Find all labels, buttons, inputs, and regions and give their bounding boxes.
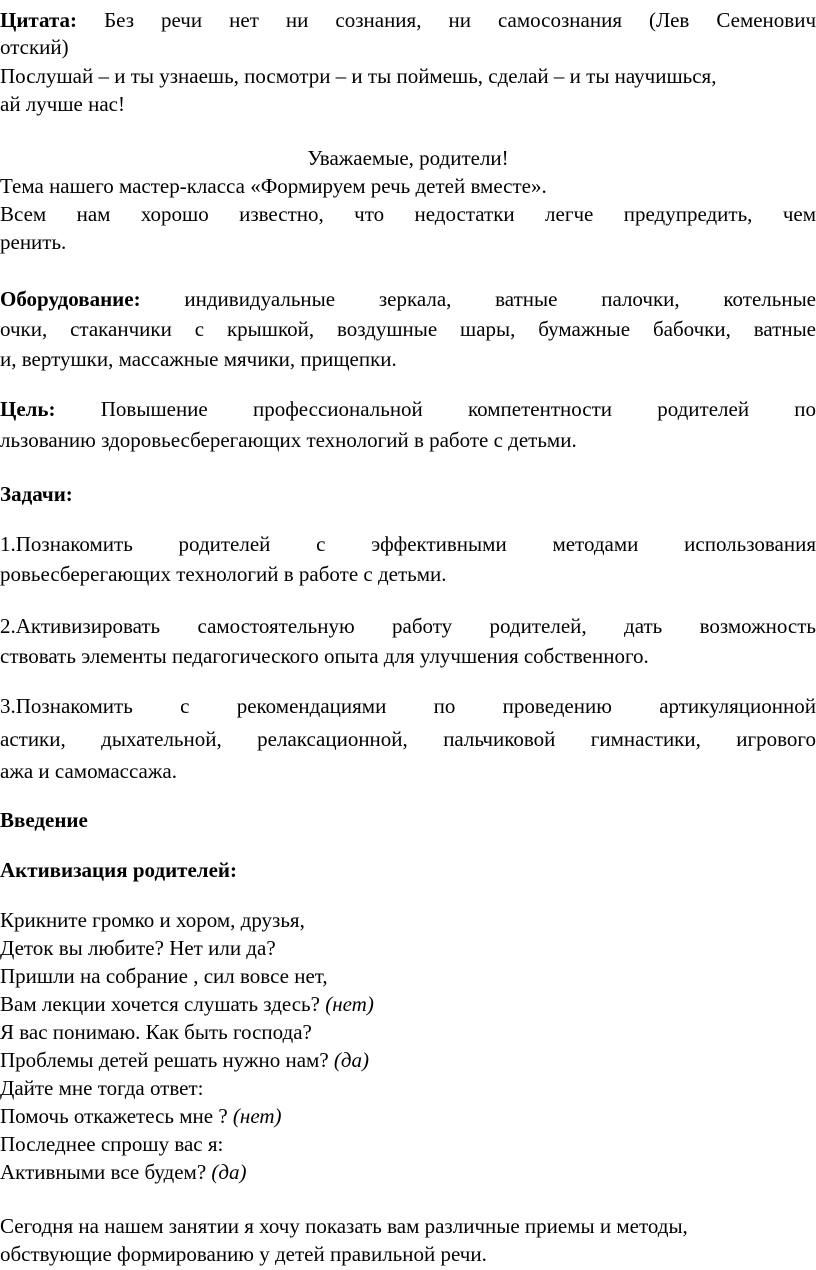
goal-text: Повышение профессиональной компетентности родителей по	[100, 397, 816, 421]
activation-heading: Активизация родителей:	[0, 858, 237, 882]
topic: Тема нашего мастер-класса «Формируем речь детей вместе».	[0, 174, 547, 198]
poem-answer: (да)	[333, 1048, 370, 1072]
poem-line: Пришли на собрание , сил вовсе нет,	[0, 964, 328, 988]
saying-line-1: Послушай – и ты узнаешь, посмотри – и ты поймешь, сделай – и ты научишься,	[0, 64, 717, 88]
intro-line-2: ренить.	[0, 230, 67, 254]
goal-label: Цель:	[0, 397, 56, 421]
greeting: Уважаемые, родители!	[307, 146, 509, 170]
equipment-line-3: и, вертушки, массажные мячики, прищепки.	[0, 347, 397, 371]
poem-line: Вам лекции хочется слушать здесь? (нет)	[0, 992, 374, 1016]
task-1-line-2: ровьесберегающих технологий в работе с детьми.	[0, 562, 447, 586]
task-1-line-1: 1.Познакомить родителей с эффективными методами использования	[0, 532, 816, 556]
introduction-heading: Введение	[0, 808, 88, 832]
quote-text: Без речи нет ни сознания, ни самосознания (Лев Семенович	[104, 8, 816, 32]
quote-line-1	[0, 6, 816, 34]
tasks-heading: Задачи:	[0, 482, 73, 506]
task-3-line-1: 3.Познакомить с рекомендациями по проведению артикуляционной	[0, 694, 816, 718]
closing-line-1: Сегодня на нашем занятии я хочу показать вам различные приемы и методы,	[0, 1214, 688, 1238]
poem-line: Деток вы любите? Нет или да?	[0, 936, 276, 960]
poem-line: Я вас понимаю. Как быть господа?	[0, 1020, 312, 1044]
poem-line: Дайте мне тогда ответ:	[0, 1076, 204, 1100]
task-3-line-3: ажа и самомассажа.	[0, 759, 177, 783]
quote-line-2: отский)	[0, 35, 69, 59]
poem-answer: (нет)	[325, 992, 374, 1016]
poem-line: Проблемы детей решать нужно нам? (да)	[0, 1048, 370, 1072]
goal-line-1	[0, 395, 816, 423]
equipment-line-1	[0, 285, 816, 313]
poem-answer: (нет)	[232, 1104, 282, 1128]
poem-line: Крикните громко и хором, друзья,	[0, 908, 305, 932]
goal-line-2: льзованию здоровьесберегающих технологий в работе с детьми.	[0, 428, 577, 452]
equipment-text: индивидуальные зеркала, ватные палочки, котельные	[184, 287, 816, 311]
poem-line: Активными все будем? (да)	[0, 1160, 247, 1184]
task-2-line-2: ствовать элементы педагогического опыта для улучшения собственного.	[0, 644, 649, 668]
poem-answer: (да)	[211, 1160, 247, 1184]
equipment-label: Оборудование:	[0, 287, 141, 311]
poem-line: Помочь откажетесь мне ? (нет)	[0, 1104, 282, 1128]
saying-line-2: ай лучше нас!	[0, 92, 125, 116]
closing-line-2: обствующие формированию у детей правильной речи.	[0, 1242, 487, 1266]
poem-line: Последнее спрошу вас я:	[0, 1132, 224, 1156]
quote-label: Цитата:	[0, 8, 78, 32]
task-3-line-2: астики, дыхательной, релаксационной, пальчиковой гимнастики, игрового	[0, 727, 816, 751]
task-2-line-1: 2.Активизировать самостоятельную работу родителей, дать возможность	[0, 614, 816, 638]
intro-line-1: Всем нам хорошо известно, что недостатки легче предупредить, чем	[0, 202, 816, 226]
equipment-line-2: очки, стаканчики с крышкой, воздушные шары, бумажные бабочки, ватные	[0, 317, 816, 341]
